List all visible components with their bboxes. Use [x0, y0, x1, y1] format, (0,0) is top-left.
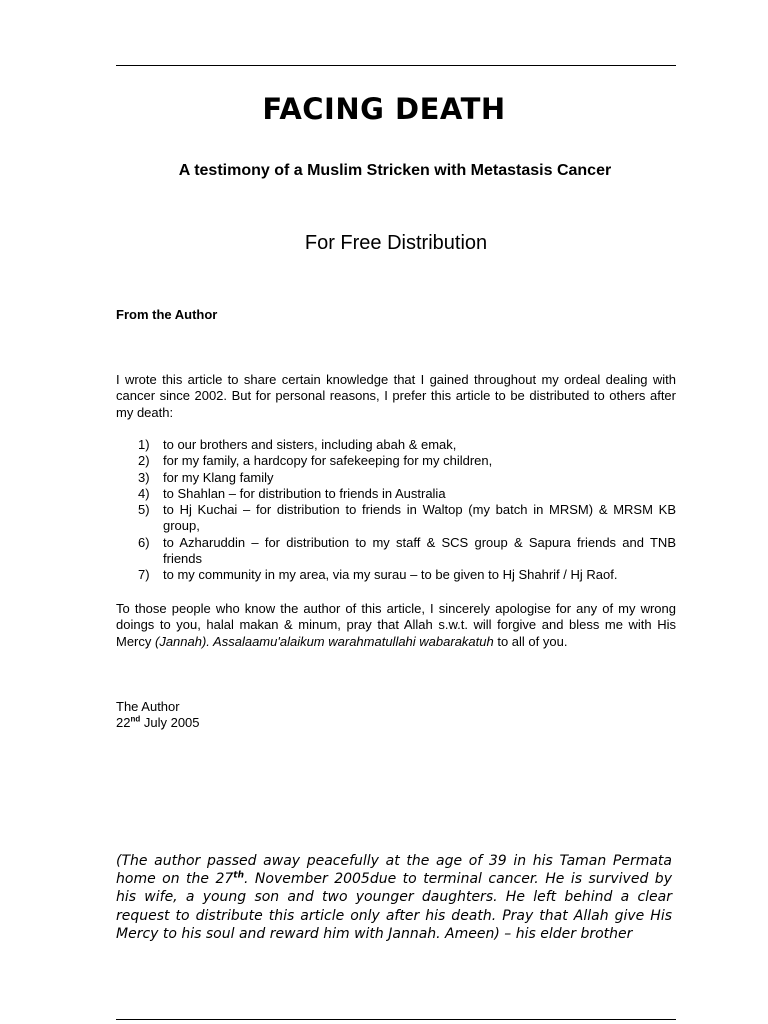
list-number: 7) [138, 567, 150, 583]
date-month-year: July 2005 [140, 715, 200, 731]
date-day-suffix: nd [130, 714, 141, 724]
list-text: to Azharuddin – for distribution to my staff & SCS group & Sapura friends and TNB friends [163, 534, 676, 567]
list-text: for my family, a hardcopy for safekeeping for my children, [163, 453, 493, 469]
list-item [116, 453, 676, 469]
date-day: 22 [116, 715, 131, 731]
signature-block [116, 699, 200, 732]
closing-paragraph [116, 601, 676, 650]
list-text: to my community in my area, via my surau – to be given to Hj Shahrif / Hj Raof. [163, 567, 618, 583]
from-author-heading: From the Author [116, 307, 218, 322]
note-text: (The author passed away peacefully at the age of 39 in his Taman Permata home on the 27 [116, 853, 672, 888]
closing-text-end: to all of you. [493, 633, 568, 649]
list-text: to Shahlan – for distribution to friends in Australia [163, 485, 446, 501]
list-item [116, 567, 676, 583]
closing-italic-text: (Jannah). Assalaamu'alaikum warahmatullahi wabarakatuh [155, 633, 494, 649]
recipient-list [116, 437, 676, 584]
list-number: 1) [138, 437, 150, 452]
list-number: 6) [138, 534, 150, 550]
signature-name: The Author [116, 699, 180, 714]
list-item [116, 470, 676, 486]
bottom-rule [116, 1019, 676, 1020]
document-subtitle: A testimony of a Muslim Stricken with Metastasis Cancer [178, 162, 612, 179]
list-item [116, 502, 676, 535]
list-text: to our brothers and sisters, including abah & emak, [163, 437, 457, 452]
document-title: FACING DEATH [262, 92, 506, 126]
distribution-note: For Free Distribution [304, 232, 488, 254]
list-number: 4) [138, 485, 150, 501]
signature-date [116, 715, 200, 731]
list-number: 2) [138, 453, 150, 469]
note-text-end: . November 2005due to terminal cancer. He is survived by his wife, a young son and two younger daughters. He left behind a clear request to distribute this article only after his death. Pray that Allah give His Mercy to his soul and reward him with Jannah. Ameen) – his elder brother [116, 871, 672, 942]
top-rule [116, 65, 676, 66]
brother-note [116, 852, 672, 943]
note-date-suffix: th [233, 870, 245, 881]
list-item [116, 437, 676, 453]
list-text: to Hj Kuchai – for distribution to friends in Waltop (my batch in MRSM) & MRSM KB group, [163, 502, 676, 534]
list-item [116, 486, 676, 502]
intro-paragraph: I wrote this article to share certain knowledge that I gained throughout my ordeal dealing with cancer since 2002. But for personal reasons, I prefer this article to be distributed to others after my death: [116, 372, 676, 420]
list-number: 3) [138, 469, 150, 485]
list-item [116, 535, 676, 568]
list-number: 5) [138, 502, 150, 518]
list-text: for my Klang family [163, 469, 274, 485]
closing-text: To those people who know the author of this article, I sincerely apologise for any of my wrong doings to you, halal makan & minum, pray that Allah s.w.t. will forgive and bless me with His Mercy [116, 601, 676, 649]
